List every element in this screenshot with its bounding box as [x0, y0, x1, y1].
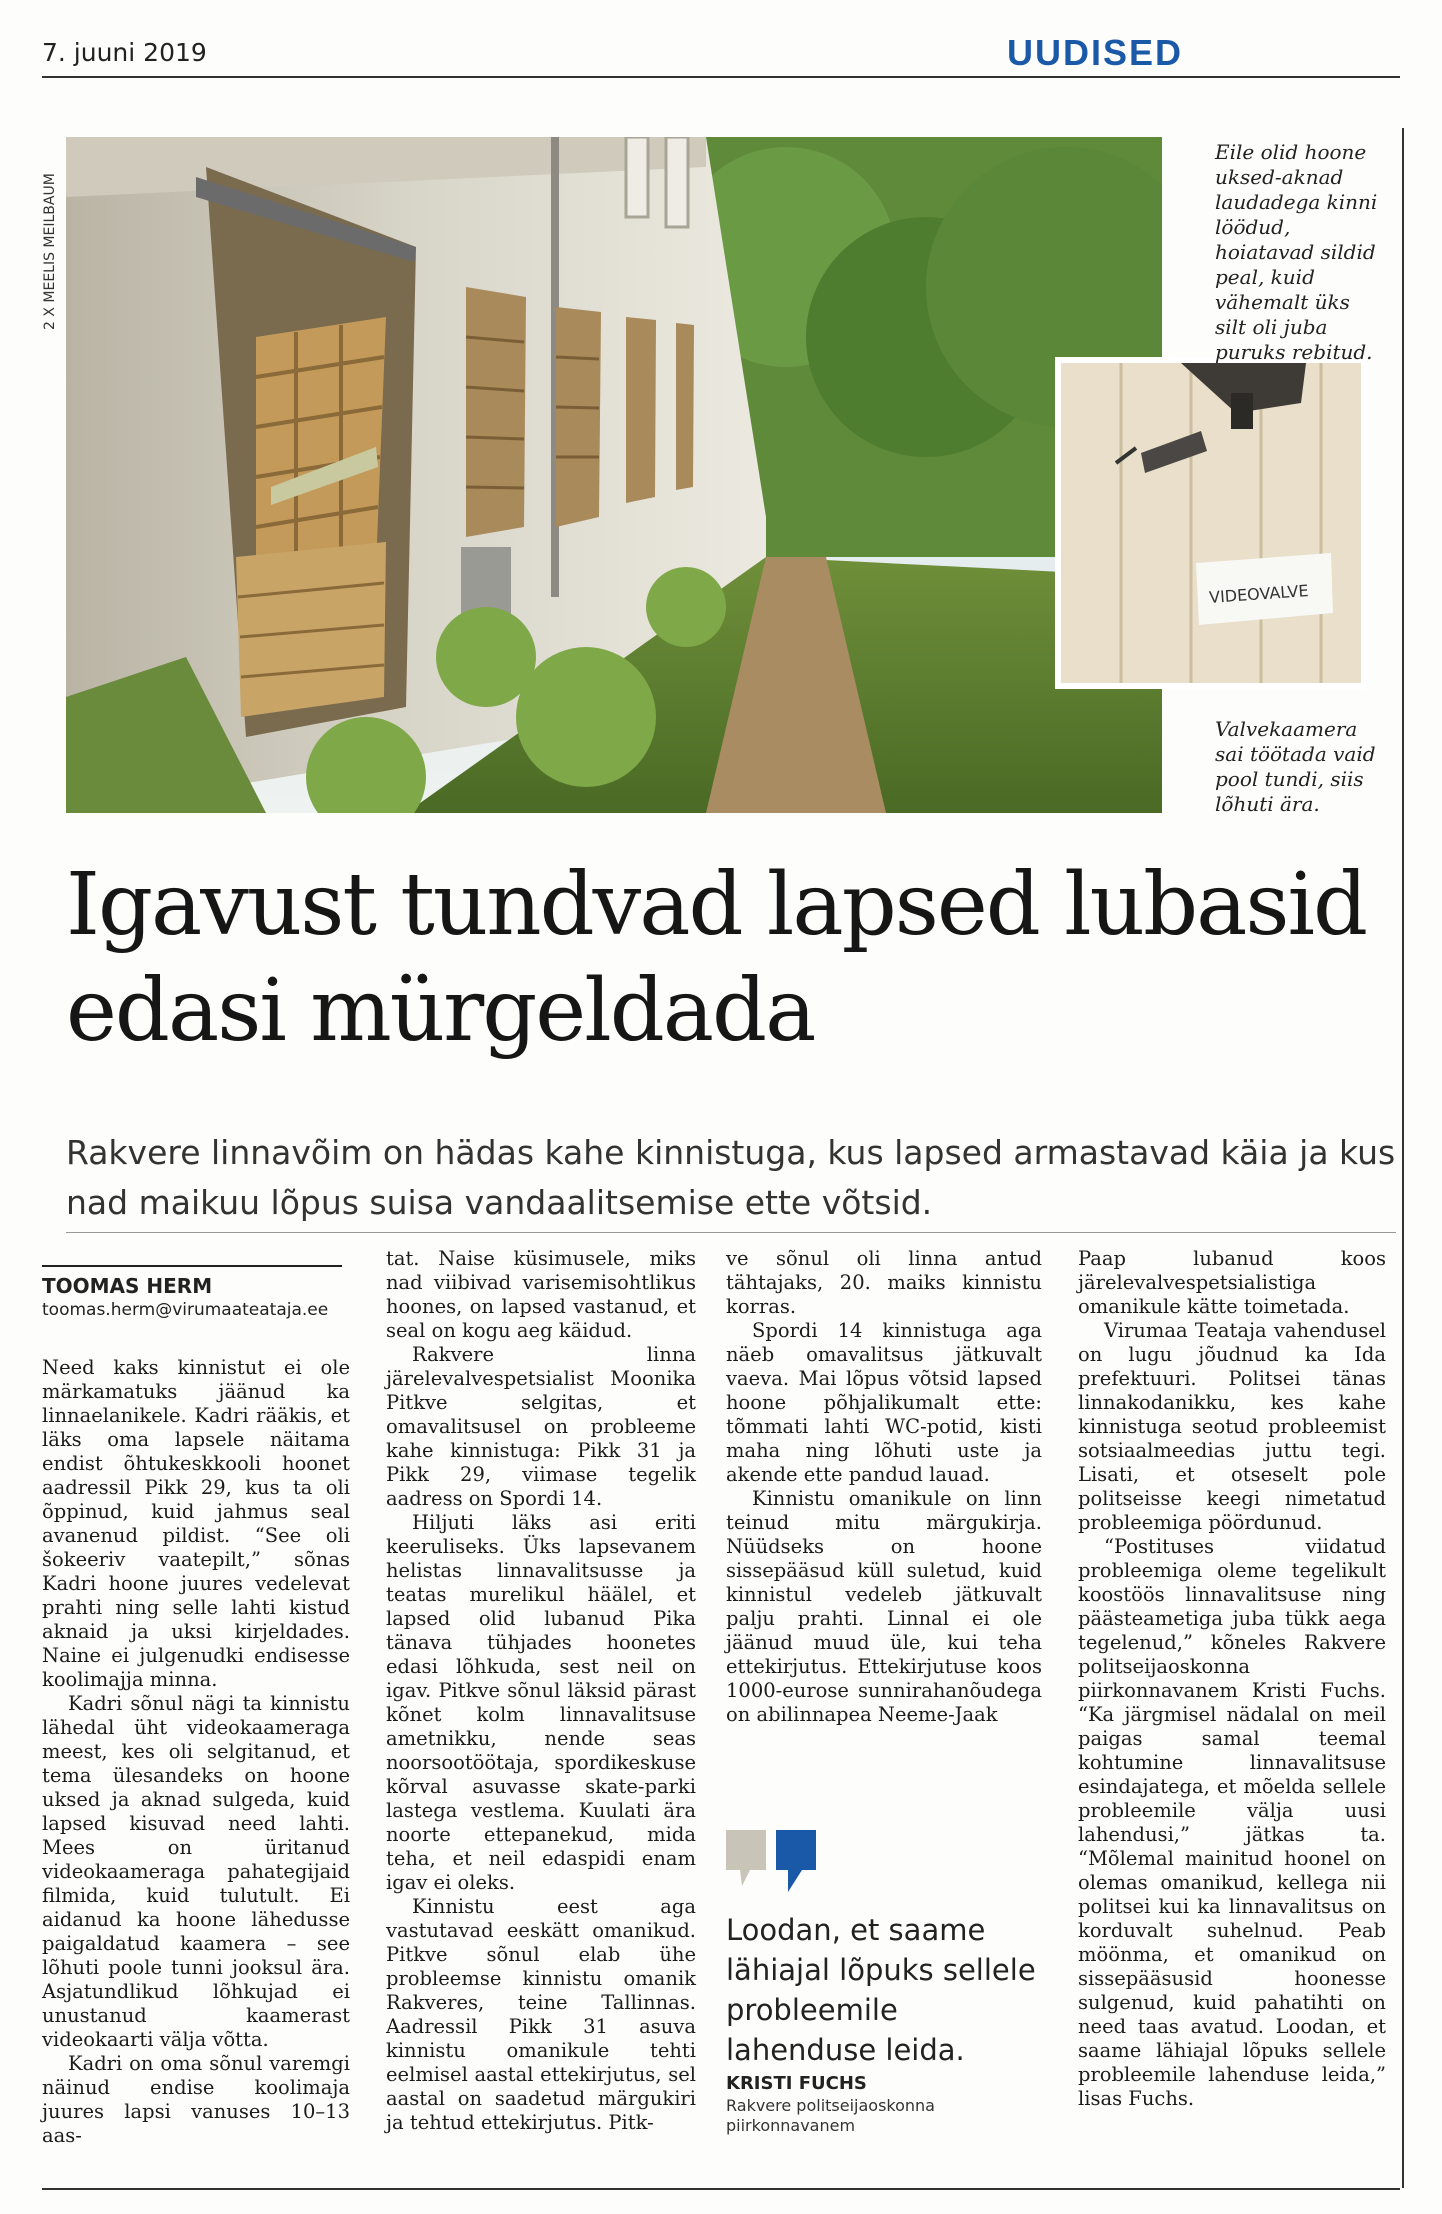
paragraph: Kinnistu omanikule on linn teinud mitu märgukirja. Nüüdseks on hoone sissepääsud küll suletud, kuid kinnistul vedeleb jätkuvalt palju prahti. Linnal ei ole jäänud muud üle, kui teha ettekirjutus. Ettekirjutuse koos 1000-eurose sunnirahanõudega on abilinnapea Neeme-Jaak [726, 1487, 1042, 1726]
pullquote-author: KRISTI FUCHS [726, 2073, 867, 2094]
author-email[interactable]: toomas.herm@virumaateataja.ee [42, 1300, 329, 1320]
article-column-2 [386, 1247, 696, 2135]
pullquote-text: Loodan, et saame lähiajal lõpuks sellele probleemile lahenduse leida. [726, 1913, 1036, 2067]
quote-icon [726, 1830, 826, 1900]
author-name: TOOMAS HERM [42, 1274, 213, 1298]
paragraph: Spordi 14 kinnistuga aga näeb omavalitsus jätkuvalt vaeva. Mai lõpus võtsid lapsed hoone põhjalikumalt ette: tõmmati lahti WC-potid, kisti maha ning lõhuti uste ja akende ette pandud lauad. [726, 1319, 1042, 1486]
article-column-3 [726, 1247, 1042, 1727]
page-edge-rule [1402, 128, 1404, 2188]
paragraph: Need kaks kinnistut ei ole märkamatuks jäänud ka linnaelanikele. Kadri rääkis, et läks oma lapsele näitama endist õhtukeskkooli hoonet aadressil Pikk 29, kus ta oli õppinud, kuid jahmus seal avanenud pildist. “See oli šokeeriv vaatepilt,” sõnas Kadri hoone juures vedelevat prahti ning selle lahti kistud aknaid ja uksi kirjeldades. Naine ei julgenudki endisesse koolimajja minna. [42, 1356, 350, 1691]
header-rule [42, 76, 1400, 78]
paragraph: Kadri on oma sõnul varemgi näinud endise koolimaja juures lapsi vanuses 10–13 aas- [42, 2052, 350, 2147]
photo-caption-main: Eile olid hoone uksed-aknad laudadega kinni löödud, hoiatavad sildid peal, kuid vähemalt üks silt oli juba puruks rebitud. [1215, 140, 1378, 364]
lead-paragraph: Rakvere linnavõim on hädas kahe kinnistuga, kus lapsed armastavad käia ja kus nad maikuu lõpus suisa vandaalitsemise ette võtsid. [66, 1133, 1396, 1222]
inset-sign-text: VIDEOVALVE [1208, 581, 1310, 607]
pullquote-role: Rakvere politseijaoskonna piirkonnavanem [726, 2096, 935, 2135]
paragraph: Kadri sõnul nägi ta kinnistu lähedal üht videokaameraga meest, kes oli selgitanud, et tema ülesandeks on hoone uksed ja aknad sulgeda, kuid lapsed kisuvad need lahti. Mees on üritanud videokaameraga pahategijaid filmida, kuid tulutult. Ei aidanud ka hoone lähedusse paigaldatud kaamera – see lõhuti poole tunni jooksul ära. Asjatundlikud lõhkujad ei unustanud kaamerast videokaarti välja võtta. [42, 1692, 350, 2051]
lead-rule [66, 1232, 1396, 1233]
article-column-4 [1078, 1247, 1386, 2111]
main-photo-illustration [66, 137, 1162, 813]
inset-photo-illustration [1061, 363, 1361, 683]
inset-photo [1055, 357, 1367, 689]
issue-date: 7. juuni 2019 [42, 38, 207, 67]
paragraph: ve sõnul oli linna antud tähtajaks, 20. maiks kinnistu korras. [726, 1247, 1042, 1318]
main-photo [66, 137, 1162, 813]
paragraph: Virumaa Teataja vahendusel on lugu jõudnud ka Ida prefektuuri. Politsei tänas linnakodanikku, kes kahe kinnistuga seotud probleemist sotsiaalmeedias juttu tegi. Lisati, et otseselt pole politseisse keegi nimetatud probleemiga pöördunud. [1078, 1319, 1386, 1534]
paragraph: Paap lubanud koos järelevalvespetsialistiga omanikule kätte toimetada. [1078, 1247, 1386, 1318]
photo-credit-text: 2 X MEELIS MEILBAUM [42, 173, 58, 330]
article-column-1 [42, 1356, 350, 2148]
paragraph: Rakvere linna järelevalvespetsialist Moonika Pitkve selgitas, et omavalitsusel on probleeme kahe kinnistuga: Pikk 31 ja Pikk 29, viimase tegelik aadress on Spordi 14. [386, 1343, 696, 1510]
photo-caption-inset: Valvekaamera sai töötada vaid pool tundi, siis lõhuti ära. [1215, 717, 1376, 816]
headline: Igavust tundvad lapsed lubasid edasi mürgeldada [66, 855, 1367, 1061]
byline-rule [42, 1265, 342, 1267]
paragraph: Hiljuti läks asi eriti keeruliseks. Üks lapsevanem helistas linnavalitsusse ja teatas murelikul häälel, et lapsed olid lubanud Pika tänava tühjades hoonetes edasi lõhkuda, sest neil on igav. Pitkve sõnul läksid pärast kõnet kolm linnavalitsuse ametnikku, nende seas noorsootöötaja, spordikeskuse kõrval asuvasse skate-parki lastega vestlema. Kuulati ära noorte ettepanekud, mida teha, et neil edaspidi enam igav ei oleks. [386, 1511, 696, 1894]
paragraph: Kinnistu eest aga vastutavad eeskätt omanikud. Pitkve sõnul elab ühe probleemse kinnistu omanik Rakveres, teine Tallinnas. Aadressil Pikk 31 asuva kinnistu omanikule tehti eelmisel aastal ettekirjutus, sel aastal on saadetud märgukiri ja tehtud ettekirjutus. Pitk- [386, 1895, 696, 2134]
paragraph: “Postituses viidatud probleemiga oleme tegelikult koostöös linnavalitsuse ning päästeametiga juba tükk aega tegelenud,” kõneles Rakvere politseijaoskonna piirkonnavanem Kristi Fuchs. “Ka järgmisel nädalal on meil paigas samal teemal kohtumine linnavalitsuse esindajatega, et mõelda sellele probleemile välja uusi lahendusi,” jätkas ta. “Mõlemal mainitud hoonel on olemas omanikud, kellega nii politsei kui ka linnavalitsus on korduvalt suhelnud. Peab möönma, et omanikud on sissepääsusid hoonesse sulgenud, kuid pahatihti on need taas avatud. Loodan, et saame lähiajal lõpuks sellele probleemile lahenduse leida,” lisas Fuchs. [1078, 1535, 1386, 2110]
footer-rule [42, 2188, 1400, 2190]
paragraph: tat. Naise küsimusele, miks nad viibivad varisemisohtlikus hoones, on lapsed vastanud, et seal on kogu aeg käidud. [386, 1247, 696, 1342]
section-title: UUDISED [1007, 32, 1184, 73]
